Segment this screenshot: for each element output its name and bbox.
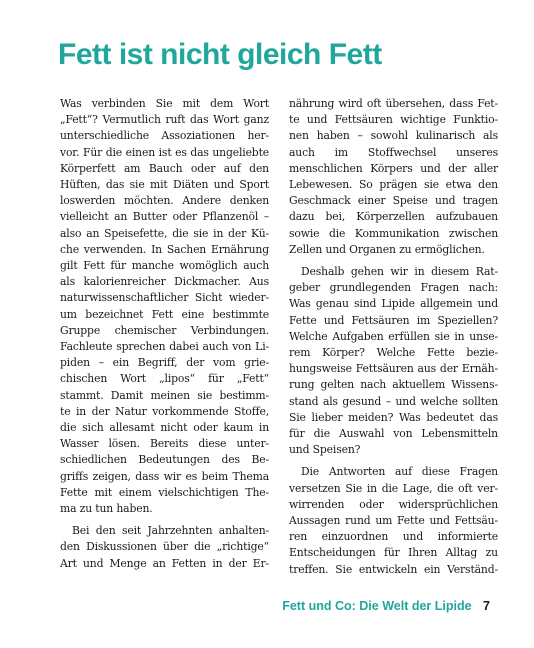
paragraph <box>289 464 498 577</box>
text-line: nen haben – sowohl kulinarisch als <box>289 129 498 143</box>
page-number: 7 <box>483 599 490 613</box>
text-line: vielleicht an Butter oder Pflanzenöl – <box>60 210 269 224</box>
text-line: für die Auswahl von Lebensmitteln <box>289 427 498 441</box>
text-line: sowie die Kommunikation zwischen <box>289 226 498 240</box>
text-line: auch im Stoffwechsel unseres <box>289 145 498 159</box>
text-line: Deshalb gehen wir in diesem Rat- <box>301 265 498 279</box>
body-columns <box>60 96 498 584</box>
text-line: menschlichen Körpers und der aller <box>289 161 498 175</box>
text-line: als kalorienreicher Dickmacher. Aus <box>60 275 269 289</box>
page-title: Fett ist nicht gleich Fett <box>58 38 382 71</box>
text-line: chischen Wort „lipos“ für „Fett“ <box>60 372 269 386</box>
text-line: Welche Aufgaben erfüllen sie in unse- <box>289 329 498 343</box>
text-line: Fette mit einem vielschichtigen The- <box>60 485 269 499</box>
text-line: stand als gesund – und welche sollten <box>289 394 498 408</box>
text-line: rem Körper? Welche Fette bezie- <box>289 346 498 360</box>
right-column <box>289 96 498 584</box>
text-line: Geschmack einer Speise und tragen <box>289 194 498 208</box>
text-line: Art und Menge an Fetten in der Er- <box>60 556 269 570</box>
text-line: rung gelten nach aktuellem Wissens- <box>289 378 498 392</box>
running-title: Fett und Co: Die Welt der Lipide <box>282 599 472 613</box>
text-line: vor. Für die einen ist es das ungeliebte <box>60 145 269 159</box>
text-line: treffen. Sie entwickeln ein Verständ- <box>289 562 498 576</box>
text-line: und Speisen? <box>289 443 361 457</box>
text-line: dazu bei, Körperzellen aufzubauen <box>289 210 498 224</box>
text-line: Entscheidungen für Ihren Alltag zu <box>289 546 498 560</box>
text-line: Sie lieber meiden? Was bedeutet das <box>289 410 498 424</box>
text-line: Gruppe chemischer Verbindungen. <box>60 323 269 337</box>
text-line: Was genau sind Lipide allgemein und <box>289 297 498 311</box>
page-footer <box>282 599 490 613</box>
text-line: ma zu tun haben. <box>60 502 153 516</box>
text-line: den Diskussionen über die „richtige“ <box>60 540 269 554</box>
text-line: „Fett“? Vermutlich ruft das Wort ganz <box>60 113 269 127</box>
text-line: geber grundlegenden Fragen nach: <box>289 281 498 295</box>
text-line: Was verbinden Sie mit dem Wort <box>60 97 269 110</box>
text-line: te und Fettsäuren wichtige Funktio- <box>289 113 498 127</box>
text-line: griffs zeigen, dass wir es beim Thema <box>60 469 269 483</box>
text-line: stammt. Damit meinen sie bestimm- <box>60 388 269 402</box>
text-line: schiedlichen Bedeutungen des Be- <box>60 453 269 467</box>
text-line: loswerden möchten. Andere denken <box>60 194 269 208</box>
text-line: che verwenden. In Sachen Ernährung <box>60 242 269 256</box>
text-line: hungsweise Fettsäuren aus der Ernäh- <box>289 362 498 376</box>
left-column <box>60 96 269 584</box>
paragraph <box>289 264 498 458</box>
paragraph <box>60 523 269 572</box>
text-line: Die Antworten auf diese Fragen <box>301 465 498 479</box>
text-line: also an Speisefette, die sie in der Kü- <box>60 226 269 240</box>
text-line: wirrenden oder widersprüchlichen <box>289 497 498 511</box>
text-line: gilt Fett für manche womöglich auch <box>60 259 269 273</box>
text-line: unterschiedliche Assoziationen her- <box>60 129 269 143</box>
text-line: Aussagen rund um Fette und Fettsäu- <box>289 514 498 528</box>
text-line: versetzen Sie in die Lage, die oft ver- <box>289 481 498 495</box>
text-line: nährung wird oft übersehen, dass Fet- <box>289 97 498 110</box>
paragraph <box>60 96 269 517</box>
text-line: Fette und Fettsäuren im Speziellen? <box>289 313 498 327</box>
text-line: Wasser lösen. Bereits diese unter- <box>60 437 269 451</box>
text-line: piden – ein Begriff, der vom grie- <box>60 356 269 370</box>
text-line: Bei den seit Jahrzehnten anhalten- <box>72 524 269 538</box>
text-line: ren einzuordnen und informierte <box>289 530 498 544</box>
text-line: Körperfett am Bauch oder auf den <box>60 161 269 175</box>
text-line: naturwissenschaftlicher Sicht wieder- <box>60 291 269 305</box>
paragraph <box>289 96 498 258</box>
text-line: te in der Natur vorkommende Stoffe, <box>60 404 269 418</box>
text-line: die sich allesamt nicht oder kaum in <box>60 421 269 435</box>
text-line: um bezeichnet Fett eine bestimmte <box>60 307 269 321</box>
text-line: Fachleute sprechen dabei auch von Li- <box>60 340 269 354</box>
text-line: Hüften, das sie mit Diäten und Sport <box>60 178 269 192</box>
text-line: Zellen und Organen zu ermöglichen. <box>289 242 485 256</box>
text-line: Lebewesen. So prägen sie etwa den <box>289 178 498 192</box>
